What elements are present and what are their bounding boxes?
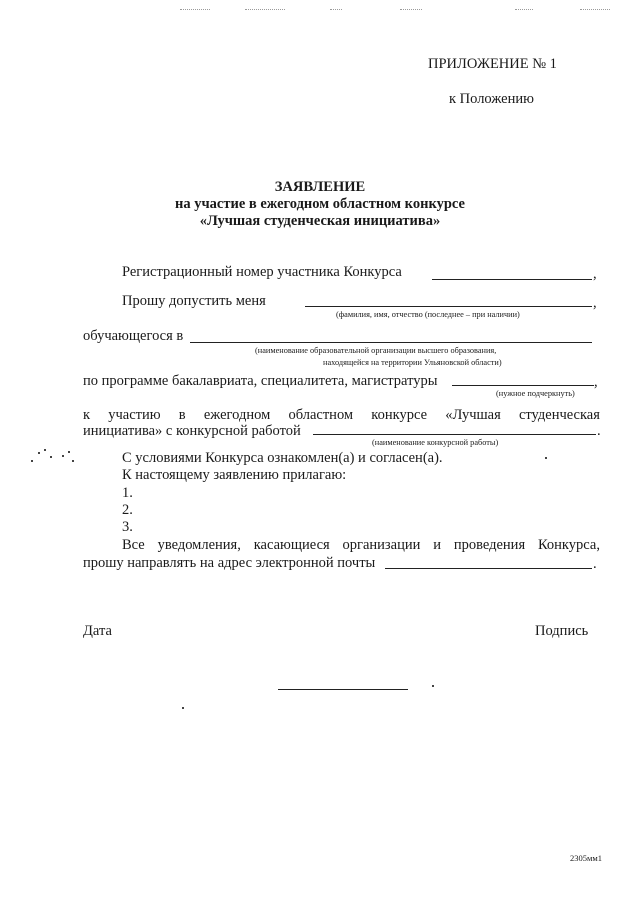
comma-mark: , [594, 374, 598, 390]
scan-speck [68, 451, 70, 453]
attachment-item-1: 1. [122, 485, 133, 501]
scan-artifact-top [245, 9, 285, 10]
notification-text-line2: прошу направлять на адрес электронной почты [83, 555, 376, 571]
notification-word: уведомления, [157, 537, 241, 553]
document-title: ЗАЯВЛЕНИЕ [274, 179, 366, 195]
participation-word: участию [108, 407, 161, 423]
document-subtitle: на участие в ежегодном областном конкурсе [175, 196, 465, 212]
competition-work-field[interactable] [313, 434, 596, 435]
participation-word: конкурсе [371, 407, 428, 423]
student-label: обучающегося в [83, 328, 184, 344]
appendix-label: ПРИЛОЖЕНИЕ № 1 [428, 56, 557, 72]
scan-speck [72, 460, 74, 462]
participation-word: к [83, 407, 91, 423]
email-field[interactable] [385, 568, 592, 569]
full-name-hint: (фамилия, имя, отчество (последнее – при наличии) [336, 310, 520, 319]
participation-word: ежегодном [203, 407, 271, 423]
period-mark: . [597, 423, 601, 439]
participation-word: студенческая [518, 407, 600, 423]
scan-speck [44, 449, 46, 451]
signature-label: Подпись [535, 623, 589, 639]
reg-number-field[interactable] [432, 279, 592, 280]
attachment-item-2: 2. [122, 502, 133, 518]
signature-field[interactable] [278, 689, 408, 690]
scan-artifact-top [400, 9, 422, 10]
participation-text [83, 407, 600, 424]
participation-text-line2: инициатива» с конкурсной работой [83, 423, 301, 439]
period-mark: . [593, 556, 597, 572]
scan-artifact-top [330, 9, 342, 10]
notification-word: проведения [453, 537, 526, 553]
regulation-label: к Положению [449, 91, 534, 107]
program-field[interactable] [452, 385, 594, 386]
scan-speck [38, 452, 40, 454]
scan-artifact-top [180, 9, 210, 10]
scan-speck [545, 457, 547, 459]
attachments-label: К настоящему заявлению прилагаю: [122, 467, 347, 483]
document-code: 2305мм1 [570, 853, 603, 863]
notification-word: и [433, 537, 441, 553]
comma-mark: , [593, 266, 597, 282]
agreement-text: С условиями Конкурса ознакомлен(а) и согласен(а). [122, 450, 443, 466]
participation-word: в [178, 407, 186, 423]
scan-speck [182, 707, 184, 709]
scan-artifact-top [515, 9, 533, 10]
notification-word: Все [122, 537, 145, 553]
notification-word: касающиеся [253, 537, 330, 553]
competition-work-hint: (наименование конкурсной работы) [372, 438, 499, 447]
scan-artifact-top [580, 9, 610, 10]
comma-mark: , [593, 295, 597, 311]
date-label: Дата [83, 623, 112, 639]
request-label: Прошу допустить меня [122, 293, 266, 309]
participation-word: областном [288, 407, 354, 423]
scan-speck [432, 685, 434, 687]
scan-speck [31, 460, 33, 462]
document-subtitle-contest: «Лучшая студенческая инициатива» [199, 213, 441, 229]
scan-speck [62, 455, 64, 457]
reg-number-label: Регистрационный номер участника Конкурса [122, 264, 402, 280]
notification-word: Конкурса, [537, 537, 600, 553]
program-label: по программе бакалавриата, специалитета, магистратуры [83, 373, 438, 389]
organization-hint: (наименование образовательной организации высшего образования, [255, 346, 497, 355]
notification-text [122, 537, 600, 554]
full-name-field[interactable] [305, 306, 592, 307]
participation-word: «Лучшая [445, 407, 501, 423]
organization-field[interactable] [190, 342, 592, 343]
attachment-item-3: 3. [122, 519, 133, 535]
scan-speck [50, 456, 52, 458]
notification-word: организации [342, 537, 421, 553]
organization-hint-region: находящейся на территории Ульяновской области) [323, 358, 502, 367]
underline-hint: (нужное подчеркнуть) [496, 389, 575, 398]
